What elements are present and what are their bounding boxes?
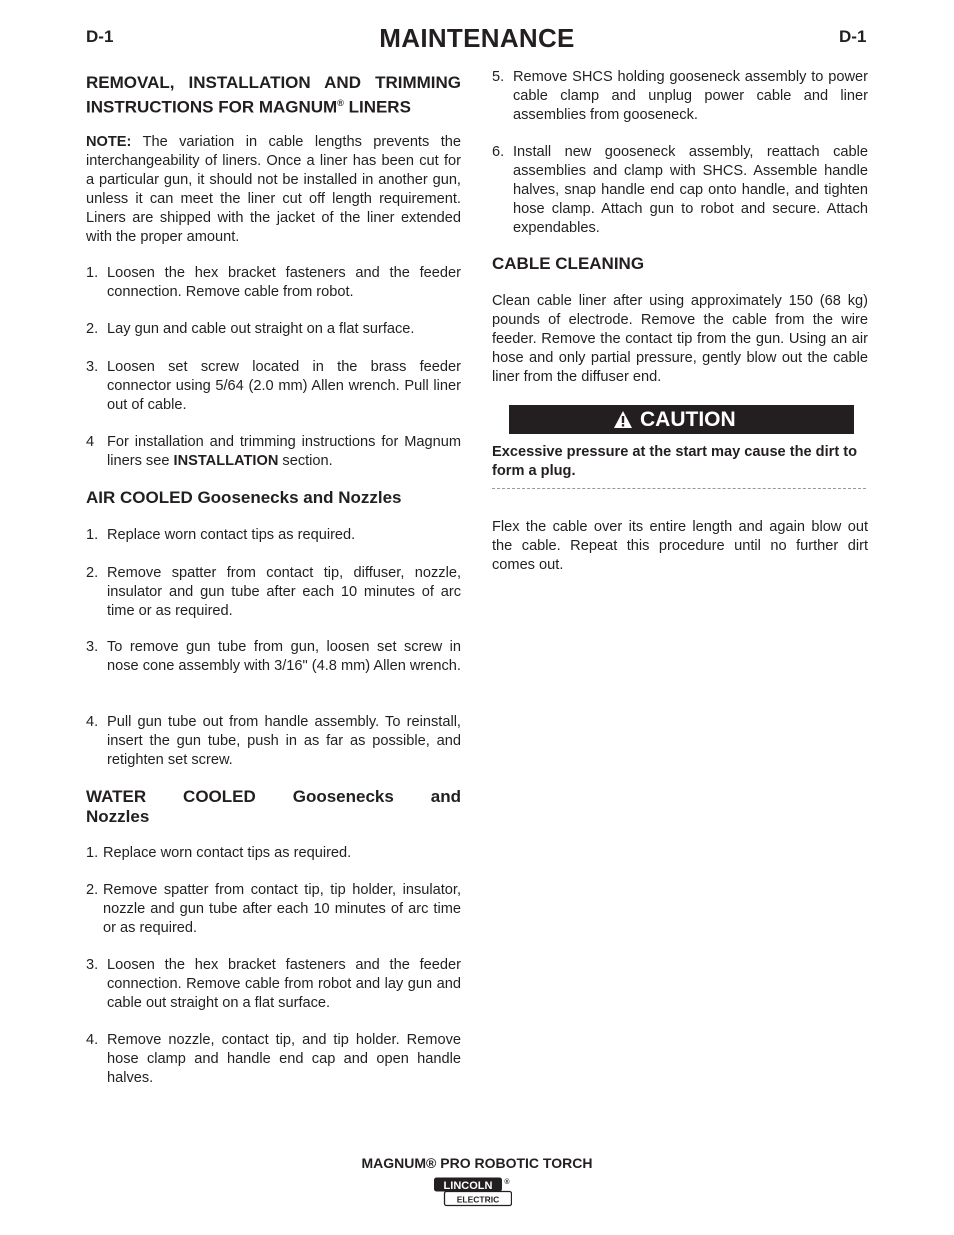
logo-reg: ®: [504, 1179, 510, 1186]
step-text: Install new gooseneck assembly, reattach cable assemblies and clamp with SHCS. Assemble handle halves, snap handle end cap onto handle, and tighten hose clamp. Attach gun to robot and secure. Attach expendables.: [513, 144, 868, 236]
removal-heading-tail: LINERS: [343, 97, 411, 117]
page-code-right: D-1: [839, 27, 867, 46]
step-text: Remove spatter from contact tip, tip holder, insulator, nozzle and gun tube after each 10 minutes of arc time or as required.: [103, 882, 461, 936]
list-item: [86, 844, 461, 863]
cable-cleaning-text: Clean cable liner after using approximately 150 (68 kg) pounds of electrode. Remove the cable from the wire feeder. Remove the contact tip from the gun. Using an air hose and only partial pressure, gently blow out the cable liner from the diffuser end.: [492, 293, 868, 385]
removal-heading-line1: REMOVAL, INSTALLATION AND TRIMMING: [86, 73, 461, 92]
page-code-left: D-1: [86, 27, 114, 46]
list-item: [86, 358, 461, 415]
warning-icon: [613, 410, 633, 429]
step-number: 3.: [86, 359, 99, 375]
step-number: 3.: [86, 639, 99, 655]
installation-ref: INSTALLATION: [173, 452, 279, 469]
step-text: Remove nozzle, contact tip, and tip holder. Remove hose clamp and handle end cap and open handle halves.: [107, 1032, 461, 1086]
page-title: MAINTENANCE: [379, 23, 575, 53]
water-heading-line1: WATER COOLED Goosenecks and: [86, 787, 461, 806]
step-number: 4.: [86, 1032, 99, 1048]
list-item: [86, 713, 461, 770]
list-item: [86, 526, 461, 545]
step-number: 2.: [86, 321, 99, 337]
logo-graphic: [434, 1176, 512, 1207]
removal-heading: [86, 73, 461, 118]
step-number: 6.: [492, 144, 505, 160]
step-number: 1.: [86, 265, 99, 281]
step-text-pre: For installation and trimming instructions for Magnum liners see: [107, 434, 461, 469]
logo-line1: LINCOLN: [443, 1179, 493, 1192]
step-number: 2.: [86, 565, 99, 581]
note-text: The variation in cable lengths prevents the interchangeability of liners. Once a liner has been cut for a particular gun, it should not be installed in another gun, unless it can meet the liner cut off length requirement. Liners are shipped with the jacket of the liner extended with the proper amount.: [86, 134, 461, 245]
step-text: Loosen set screw located in the brass feeder connector using 5/64 (2.0 mm) Allen wrench. Pull liner out of cable.: [107, 359, 461, 413]
step-text: Lay gun and cable out straight on a flat surface.: [107, 321, 415, 337]
logo-line2: ELECTRIC: [456, 1194, 500, 1205]
list-item: [86, 638, 461, 676]
removal-heading-line2: INSTRUCTIONS FOR MAGNUM: [86, 97, 338, 117]
caution-label: CAUTION: [640, 407, 736, 431]
step-text: Loosen the hex bracket fasteners and the feeder connection. Remove cable from robot.: [107, 265, 461, 300]
note-label: NOTE:: [86, 134, 132, 150]
list-item: [86, 264, 461, 302]
step-number: 3.: [86, 957, 99, 973]
note-paragraph: [86, 133, 461, 246]
list-item: [86, 564, 461, 621]
step-text: Remove SHCS holding gooseneck assembly to power cable clamp and unplug power cable and liner assemblies from gooseneck.: [513, 69, 868, 123]
list-item: [492, 143, 868, 238]
step-text: Loosen the hex bracket fasteners and the feeder connection. Remove cable from robot and lay gun and cable out straight on a flat surface.: [107, 957, 461, 1011]
step-text: [107, 433, 461, 471]
caution-text: Excessive pressure at the start may cause the dirt to form a plug.: [492, 444, 858, 479]
air-cooled-heading: AIR COOLED Goosenecks and Nozzles: [86, 488, 402, 507]
step-number: 4.: [86, 714, 99, 730]
list-item: [86, 956, 461, 1013]
caution-banner: [509, 405, 854, 434]
step-text: Pull gun tube out from handle assembly. To reinstall, insert the gun tube, push in as far as possible, and retighten set screw.: [107, 714, 461, 768]
list-item: [86, 320, 461, 339]
caution-inner: [613, 407, 736, 432]
step-number: 5.: [492, 69, 505, 85]
footer-product-name: MAGNUM® PRO ROBOTIC TORCH: [361, 1155, 593, 1171]
lincoln-electric-logo: [434, 1176, 512, 1207]
step-text: To remove gun tube from gun, loosen set screw in nose cone assembly with 3/16" (4.8 mm) Allen wrench.: [107, 639, 461, 674]
step-number: 1.: [86, 527, 99, 543]
step-text-post: section.: [278, 452, 333, 469]
registered-mark: ®: [337, 98, 344, 108]
list-item: [492, 68, 868, 125]
step-text: Remove spatter from contact tip, diffuser, nozzle, insulator and gun tube after each 10 minutes of arc time or as required.: [107, 565, 461, 619]
water-heading-line2: Nozzles: [86, 807, 150, 826]
cable-cleaning-heading: CABLE CLEANING: [492, 254, 645, 273]
list-item: [86, 1031, 461, 1088]
step-number: 2.: [86, 882, 99, 898]
step-number: 4: [86, 434, 95, 450]
step-text: Replace worn contact tips as required.: [107, 527, 356, 543]
step-number: 1.: [86, 845, 99, 861]
divider: [492, 488, 866, 489]
water-cooled-heading: [86, 787, 461, 827]
step-text: Replace worn contact tips as required.: [103, 845, 352, 861]
list-item: [86, 433, 461, 471]
list-item: [86, 881, 461, 938]
flex-cable-text: Flex the cable over its entire length and again blow out the cable. Repeat this procedure until no further dirt comes out.: [492, 519, 868, 573]
